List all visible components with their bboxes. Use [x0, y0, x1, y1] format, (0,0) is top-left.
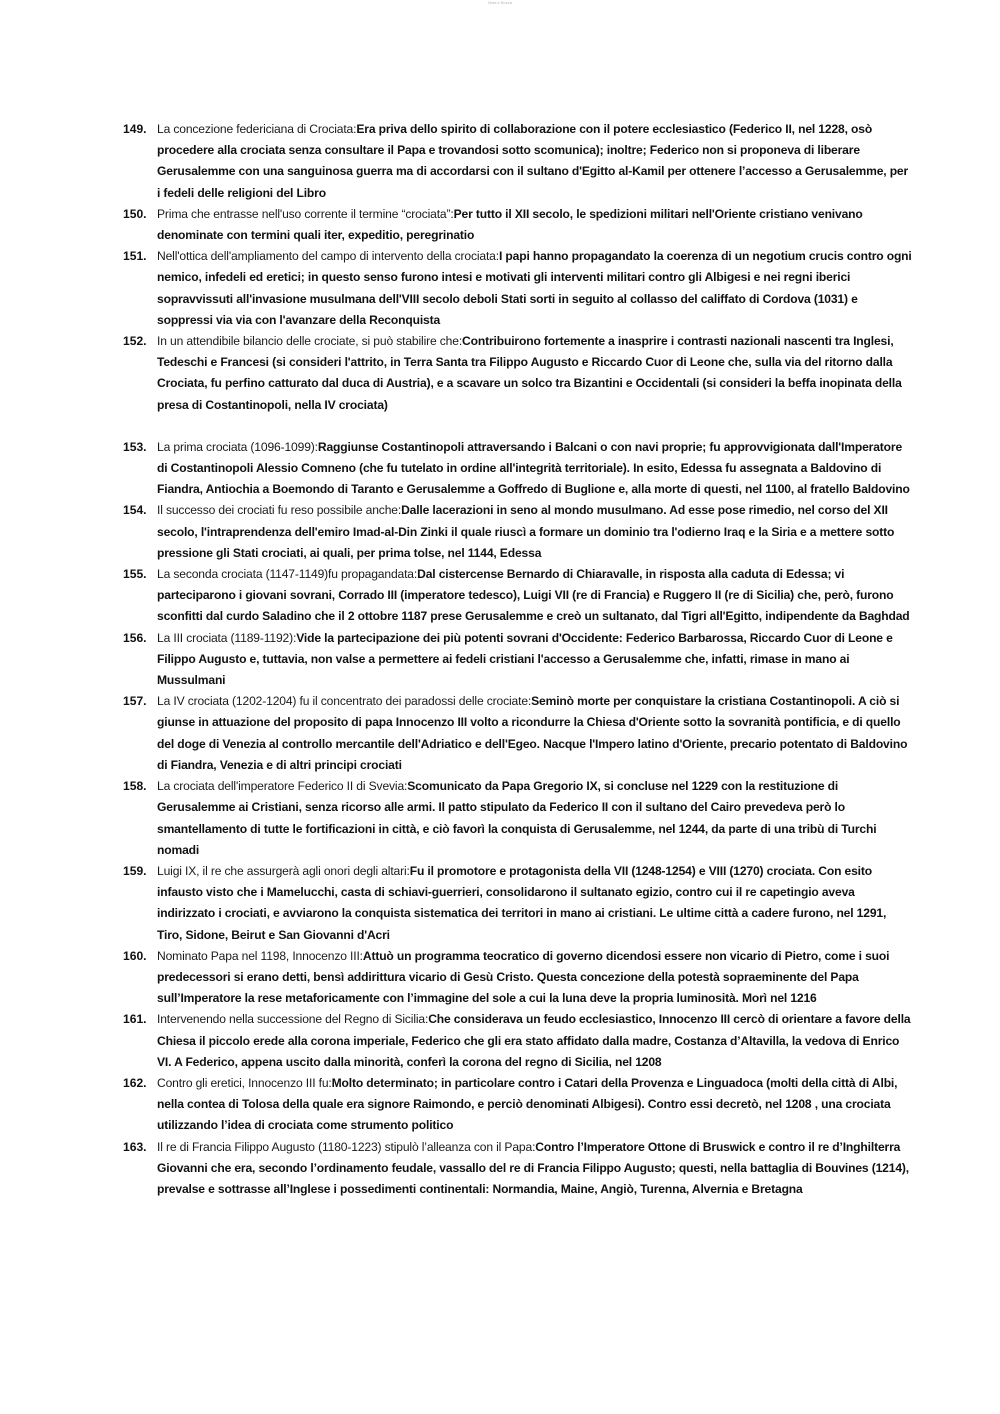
item-question: In un attendibile bilancio delle crociate, si può stabilire che:: [157, 334, 463, 349]
list-item: [123, 1009, 913, 1073]
item-question: La prima crociata (1096-1099):: [157, 439, 318, 454]
item-question: Intervenendo nella successione del Regno di Sicilia:: [157, 1012, 429, 1027]
item-question: Il successo dei crociati fu reso possibile anche:: [157, 503, 402, 518]
item-answer: Molto determinato; in particolare contro i Catari della Provenza e Linguadoca (molti della città di Albi, nella contea di Tolosa della quale era signore Raimondo, e perciò denominati Albigesi). Contro essi decretò, nel 1208 , una crociata utilizzando l’idea di crociata come strumento politico: [157, 1075, 898, 1133]
item-number: 157.: [123, 694, 147, 709]
item-question: La crociata dell'imperatore Federico II di Svevia:: [157, 779, 408, 794]
item-question: La seconda crociata (1147-1149)fu propagandata:: [157, 567, 418, 582]
item-question: Prima che entrasse nell'uso corrente il termine “crociata”:: [157, 206, 454, 221]
item-question: Contro gli eretici, Innocenzo III fu:: [157, 1075, 332, 1090]
item-answer: Contribuirono fortemente a inasprire i contrasti nazionali nascenti tra Inglesi, Tedeschi e Francesi (si consideri l'attrito, in Terra Santa tra Filippo Augusto e Riccardo Cuor di Leone che, sulla via del ritorno dalla Crociata, fu perfino catturato dal duca di Austria), e a scavare un solco tra Bizantini e Occidentali (si consideri la beffa inopinata della presa di Costantinopoli, nella IV crociata): [157, 334, 902, 412]
list-item: [123, 1073, 913, 1137]
item-number: 162.: [123, 1075, 147, 1090]
item-answer: Dalle lacerazioni in seno al mondo musulmano. Ad esse pose rimedio, nel corso del XII secolo, l'intraprendenza dell'emiro Imad-al-Din Zinki il quale riuscì a formare un dominio tra l'odierno Iraq e la Siria e a mettere sotto pressione gli Stati crociati, ai quali, per prima tolse, nel 1144, Edessa: [157, 503, 895, 560]
item-answer: I papi hanno propagandato la coerenza di un negotium crucis contro ogni nemico, infedeli ed eretici; in questo senso furono intesi e motivati gli interventi militari contro gli Albigesi e nei regni iberici sopravvissuti all'invasione musulmana dell'VIII secolo deboli Stati sorti in seguito al collasso del califfato di Cordova (1031) e soppressi via via con l'avanzare della Reconquista: [157, 249, 912, 327]
item-number: 154.: [123, 503, 147, 518]
list-item: [123, 564, 913, 628]
page-header: Nota e Bozza: [487, 0, 512, 5]
list-item: [123, 500, 913, 564]
item-number: 158.: [123, 779, 147, 794]
item-question: La IV crociata (1202-1204) fu il concentrato dei paradossi delle crociate:: [157, 694, 532, 709]
list-item: [123, 1137, 913, 1201]
item-answer: Contro l’Imperatore Ottone di Bruswick e contro il re d’Inghilterra Giovanni che era, secondo l’ordinamento feudale, vassallo del re di Francia Filippo Augusto; questi, nella battaglia di Bouvines (1214), prevalse e sottrasse all’Inglese i possedimenti continentali: Normandia, Maine, Angiò, Turenna, Alvernia e Bretagna: [157, 1139, 909, 1196]
item-number: 150.: [123, 206, 147, 221]
item-answer: Che considerava un feudo ecclesiastico, Innocenzo III cercò di orientare a favore della Chiesa il piccolo erede alla corona imperiale, Federico che gli era stato affidato dalla madre, Costanza d’Altavilla, la vedova di Enrico VI. A Federico, appena uscito dalla minorità, conferì la corona del regno di Sicilia, nel 1208: [157, 1012, 911, 1069]
list-item: [123, 776, 913, 861]
item-answer: Seminò morte per conquistare la cristiana Costantinopoli. A ciò si giunse in attuazione del proposito di papa Innocenzo III volto a ricondurre la Chiesa d'Oriente sotto la sovranità pontificia, e di quello del doge di Venezia al controllo mercantile dell'Adriatico e dell'Egeo. Nacque l'Impero latino d'Oriente, precario potentato di Baldovino di Fiandra, Venezia e di altri principi crociati: [157, 694, 908, 772]
list-item: [123, 861, 913, 946]
item-number: 160.: [123, 948, 147, 963]
item-answer: Attuò un programma teocratico di governo dicendosi essere non vicario di Pietro, come i suoi predecessori si erano detti, bensì addirittura vicario di Gesù Cristo. Questa concezione della potestà sopraeminente del Papa sull’Imperatore la rese metaforicamente con l’immagine del sole a cui la luna deve la propria luminosità. Morì nel 1216: [157, 948, 890, 1006]
list-item: [123, 437, 913, 501]
item-question: Nominato Papa nel 1198, Innocenzo III:: [157, 948, 363, 963]
item-answer: Fu il promotore e protagonista della VII (1248-1254) e VIII (1270) crociata. Con esito infausto visto che i Mamelucchi, casta di schiavi-guerrieri, consolidarono il sultanato egizio, contro cui il re capetingio aveva indirizzato i crociati, e avviarono la conquista sistematica dei territori in mano ai cristiani. Le ultime città a cadere furono, nel 1291, Tiro, Sidone, Beirut e San Giovanni d'Acri: [157, 863, 887, 942]
list-item: [123, 946, 913, 1010]
list-item: [123, 628, 913, 692]
item-number: 163.: [123, 1139, 147, 1154]
list-item: [123, 119, 913, 204]
item-number: 156.: [123, 630, 147, 645]
item-number: 153.: [123, 439, 147, 454]
item-answer: Vide la partecipazione dei più potenti sovrani d'Occidente: Federico Barbarossa, Riccardo Cuor di Leone e Filippo Augusto e, tuttavia, non valse a permettere ai fedeli cristiani l'accesso a Gerusalemme che, infatti, rimase in mano ai Mussulmani: [157, 630, 893, 688]
item-answer: Raggiunse Costantinopoli attraversando i Balcani o con navi proprie; fu approvvigionata dall'Imperatore di Costantinopoli Alessio Comneno (che fu tutelato in ordine all'integrità territoriale). In esito, Edessa fu assegnata a Baldovino di Fiandra, Antiochia a Boemondo di Taranto e Gerusalemme a Goffredo di Buglione e, alla morte di questi, nel 1100, al fratello Baldovino: [157, 439, 910, 497]
item-number: 151.: [123, 249, 147, 264]
list-item: [123, 246, 913, 331]
item-answer: Era priva dello spirito di collaborazione con il potere ecclesiastico (Federico II, nel 1228, osò procedere alla crociata senza consultare il Papa e trovandosi sotto scomunica); inoltre; Federico non si proponeva di liberare Gerusalemme con una sanguinosa guerra ma di accordarsi con il sultano d'Egitto al-Kamil per ottenere l’accesso a Gerusalemme, per i fedeli delle religioni del Libro: [157, 122, 909, 200]
item-number: 159.: [123, 863, 147, 878]
list-item: [123, 331, 913, 416]
item-number: 161.: [123, 1012, 147, 1027]
item-answer: Per tutto il XII secolo, le spedizioni militari nell'Oriente cristiano venivano denominate con termini quali iter, expeditio, peregrinatio: [157, 206, 863, 243]
question-list: [123, 119, 913, 1200]
item-question: Il re di Francia Filippo Augusto (1180-1223) stipulò l’alleanza con il Papa:: [157, 1139, 536, 1154]
list-item: [123, 204, 913, 246]
item-question: Nell'ottica dell'ampliamento del campo di intervento della crociata:: [157, 249, 499, 264]
item-question: Luigi IX, il re che assurgerà agli onori degli altari:: [157, 863, 410, 878]
item-number: 149.: [123, 122, 147, 136]
item-number: 155.: [123, 567, 147, 582]
item-question: La III crociata (1189-1192):: [157, 630, 297, 645]
item-number: 152.: [123, 334, 147, 349]
item-question: La concezione federiciana di Crociata:: [157, 122, 357, 136]
item-answer: Scomunicato da Papa Gregorio IX, si concluse nel 1229 con la restituzione di Gerusalemme ai Cristiani, senza ricorso alle armi. Il patto stipulato da Federico II con il sultano del Cairo prevedeva però lo smantellamento di tutte le fortificazioni in città, e ciò favorì la conquista di Gerusalemme, nel 1244, da parte di una tribù di Turchi nomadi: [157, 779, 877, 857]
item-answer: Dal cistercense Bernardo di Chiaravalle, in risposta alla caduta di Edessa; vi parteciparono i giovani sovrani, Corrado III (imperatore tedesco), Luigi VII (re di Francia) e Ruggero II (re di Sicilia) che, però, furono sconfitti dal curdo Saladino che il 2 ottobre 1187 prese Gerusalemme e creò un sultanato, dal Tigri all'Egitto, indipendente da Baghdad: [157, 567, 910, 624]
list-item: [123, 691, 913, 776]
